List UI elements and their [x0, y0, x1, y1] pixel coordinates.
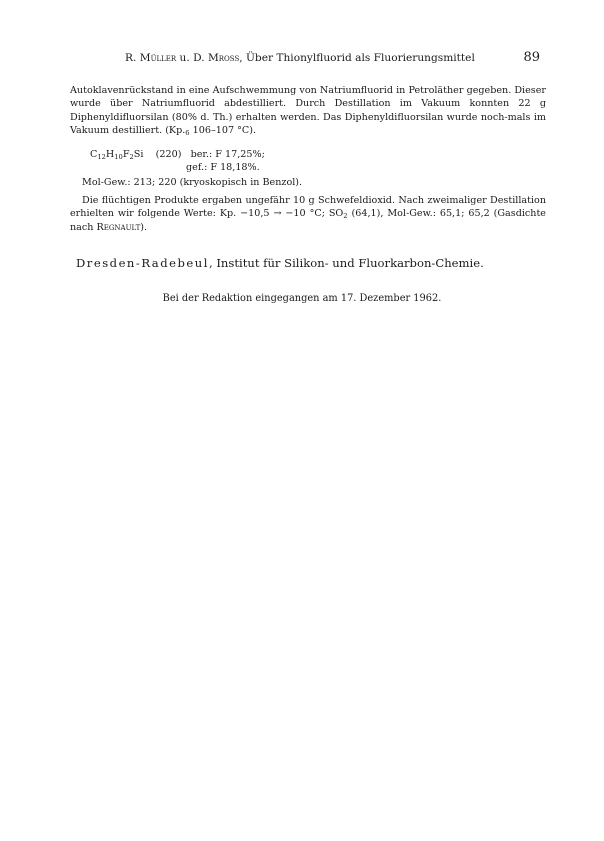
cited-name: Regnault: [96, 221, 141, 233]
pressure-subscript: 6: [185, 128, 190, 137]
institution-name: , Institut für Silikon- und Fluorkarbon-Chemie.: [208, 256, 484, 270]
paragraph-text: ).: [140, 221, 148, 233]
formula-subscript: 10: [114, 153, 123, 161]
calculated-value: ber.: F 17,25%;: [190, 149, 265, 160]
article-title: , Über Thionylfluorid als Fluorierungsmittel: [239, 52, 475, 64]
formula-element: C: [90, 149, 98, 160]
formula-element: Si: [133, 149, 144, 160]
molecular-weight-line: Mol-Gew.: 213; 220 (kryoskopisch in Benzol).: [82, 177, 303, 188]
running-title: [125, 52, 475, 64]
boiling-point-value: 106–107 °C).: [189, 124, 257, 136]
institution-line: [76, 256, 484, 270]
paragraph-text: Die flüchtigen Produkte ergaben ungefähr 10 g Schwefeldioxid. Nach zweimaliger Destillation erhielten wir folgende Werte: Kp. −10,5 → −10 °C; SO: [70, 195, 546, 220]
author-name: Mross: [207, 52, 240, 64]
author-name: Müller: [139, 52, 177, 64]
molecular-weight: (220): [155, 149, 182, 160]
formula-subscript: 2: [343, 212, 348, 221]
institution-city: Dresden-Radebeul: [76, 256, 209, 270]
paragraph-text: Autoklavenrückstand in eine Aufschwemmung von Natriumfluorid in Petroläther gegeben. Dieser wurde über Natriumfluorid abdestilliert. Durch Destillation im Vakuum konnten 22 g Diphenyldifluorsilan (80% d. Th.) erhalten werden. Das Diphenyldifluorsilan wurde noch-mals im Vakuum destilliert.: [70, 85, 546, 136]
analysis-found-line: [90, 161, 260, 174]
paragraph: [70, 84, 546, 137]
authors-joiner: u. D.: [176, 52, 208, 64]
formula-element: H: [105, 149, 115, 160]
page-number: 89: [523, 50, 540, 65]
authors-prefix: R.: [125, 52, 140, 64]
formula-subscript: 2: [129, 153, 134, 161]
boiling-point-label: (Kp.: [165, 124, 186, 136]
running-header: [70, 52, 540, 68]
found-value: gef.: F 18,18%.: [186, 162, 260, 173]
received-date: Bei der Redaktion eingegangen am 17. Dezember 1962.: [162, 293, 442, 304]
paragraph-text: (64,1), Mol-Gew.: 65,1; 65,2 (Gasdichte nach: [70, 208, 546, 233]
formula-element: F: [122, 149, 130, 160]
paragraph: [70, 194, 546, 234]
analysis-formula-line: [90, 148, 265, 161]
formula-subscript: 12: [97, 153, 106, 161]
